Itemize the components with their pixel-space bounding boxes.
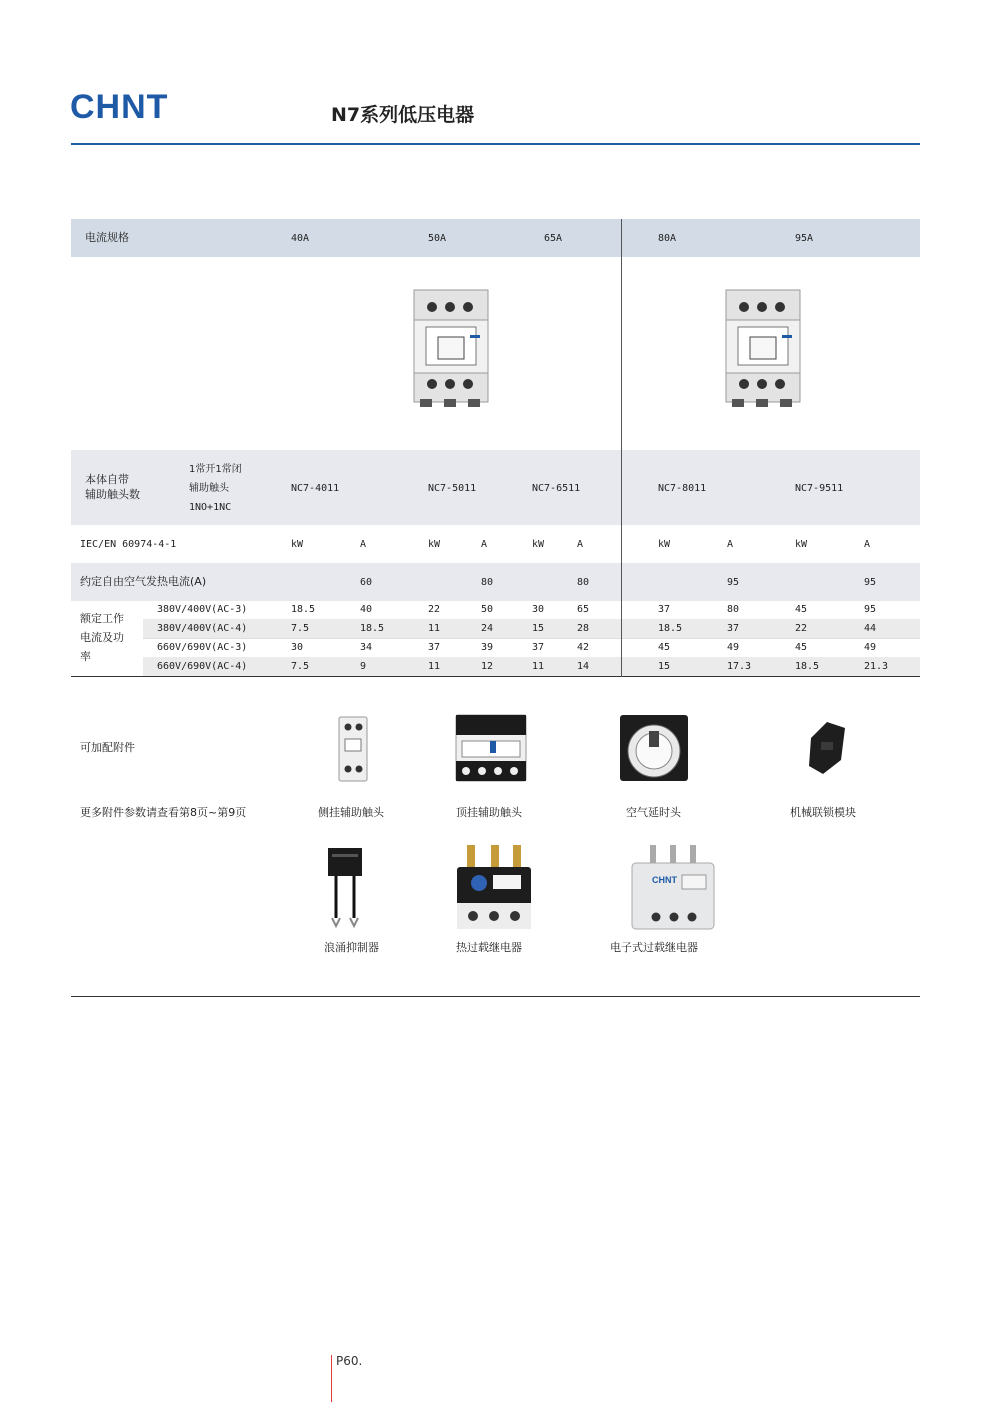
- unit-a: A: [864, 539, 871, 550]
- thermal-value: 95: [727, 577, 740, 588]
- contactor-image-right: [722, 287, 804, 409]
- chnt-logo: CHNT: [70, 88, 169, 126]
- rated-condition: 660V/690V(AC-4): [157, 661, 248, 672]
- row-divider: [143, 638, 920, 639]
- model-nc7-9511: NC7-9511: [795, 483, 844, 494]
- current-40a: 40A: [291, 233, 310, 244]
- unit-kw: kW: [291, 539, 304, 550]
- standard-label: IEC/EN 60974-4-1: [80, 539, 177, 550]
- rated-value-cell: 18.5: [795, 661, 820, 672]
- rated-value-cell: 17.3: [727, 661, 752, 672]
- thermal-value: 80: [481, 577, 494, 588]
- rated-value-cell: 37: [658, 604, 671, 615]
- rated-label-1: 额定工作: [80, 612, 124, 625]
- model-nc7-8011: NC7-8011: [658, 483, 707, 494]
- unit-a: A: [577, 539, 584, 550]
- accessory-caption: 侧挂辅助触头: [318, 806, 384, 819]
- page-title: N7系列低压电器: [331, 104, 475, 126]
- rated-value-cell: 21.3: [864, 661, 889, 672]
- rated-value-cell: 34: [360, 642, 373, 653]
- rated-value-cell: 44: [864, 623, 877, 634]
- rated-value-cell: 30: [291, 642, 304, 653]
- rated-value-cell: 37: [532, 642, 545, 653]
- thermal-current-label: 约定自由空气发热电流(A): [80, 575, 207, 588]
- thermal-overload-relay-image: [453, 843, 535, 933]
- rated-value-cell: 15: [658, 661, 671, 672]
- thermal-value: 80: [577, 577, 590, 588]
- top-aux-contact-image: [452, 711, 530, 785]
- rated-value-cell: 14: [577, 661, 590, 672]
- accessories-more-info: 更多附件参数请查看第8页~第9页: [80, 806, 247, 819]
- rated-value-cell: 42: [577, 642, 590, 653]
- accessory-caption: 热过载继电器: [456, 941, 522, 954]
- electronic-overload-relay-image: [628, 843, 718, 933]
- current-65a: 65A: [544, 233, 563, 244]
- rated-value-cell: 24: [481, 623, 494, 634]
- unit-kw: kW: [658, 539, 671, 550]
- rated-value-cell: 18.5: [658, 623, 683, 634]
- rated-condition: 660V/690V(AC-3): [157, 642, 248, 653]
- rated-value-cell: 11: [532, 661, 545, 672]
- pneumatic-timer-image: [616, 711, 692, 785]
- rated-value-cell: 80: [727, 604, 740, 615]
- rated-value-cell: 37: [727, 623, 740, 634]
- unit-a: A: [727, 539, 734, 550]
- rated-value-cell: 45: [795, 642, 808, 653]
- rated-value-cell: 49: [727, 642, 740, 653]
- rated-label-3: 率: [80, 650, 91, 663]
- unit-kw: kW: [795, 539, 808, 550]
- rated-value-cell: 15: [532, 623, 545, 634]
- rated-value-cell: 45: [795, 604, 808, 615]
- rated-value-cell: 9: [360, 661, 367, 672]
- page-number: P60.: [336, 1354, 363, 1368]
- product-logo-text: CHNT: [652, 875, 677, 885]
- accessory-caption: 电子式过载继电器: [610, 941, 698, 954]
- rated-label-2: 电流及功: [80, 631, 124, 644]
- model-nc7-6511: NC7-6511: [532, 483, 581, 494]
- rated-condition: 380V/400V(AC-4): [157, 623, 248, 634]
- surge-suppressor-image: [324, 846, 366, 930]
- rated-value-cell: 95: [864, 604, 877, 615]
- aux-desc-3: 1NO+1NC: [189, 502, 232, 513]
- accessories-label: 可加配附件: [80, 741, 135, 754]
- rated-condition: 380V/400V(AC-3): [157, 604, 248, 615]
- unit-kw: kW: [532, 539, 545, 550]
- rated-value-cell: 50: [481, 604, 494, 615]
- rated-value-cell: 12: [481, 661, 494, 672]
- current-spec-label: 电流规格: [85, 231, 129, 244]
- unit-a: A: [360, 539, 367, 550]
- aux-label-2: 辅助触头数: [85, 488, 140, 501]
- aux-desc-1: 1常开1常闭: [189, 464, 242, 475]
- aux-label-1: 本体自带: [85, 473, 129, 486]
- rated-value-cell: 28: [577, 623, 590, 634]
- rated-value-cell: 45: [658, 642, 671, 653]
- table-header-band: [71, 219, 920, 257]
- rated-value-cell: 11: [428, 661, 441, 672]
- rated-value-cell: 37: [428, 642, 441, 653]
- table-bottom-rule: [71, 676, 920, 677]
- section-bottom-rule: [71, 996, 920, 997]
- rated-value-cell: 18.5: [291, 604, 316, 615]
- contactor-image-left: [410, 287, 492, 409]
- rated-value-cell: 22: [428, 604, 441, 615]
- model-nc7-4011: NC7-4011: [291, 483, 340, 494]
- rated-value-cell: 22: [795, 623, 808, 634]
- unit-kw: kW: [428, 539, 441, 550]
- mechanical-interlock-image: [803, 716, 851, 778]
- accessory-caption: 顶挂辅助触头: [456, 806, 522, 819]
- aux-desc-2: 辅助触头: [189, 483, 229, 494]
- accessory-caption: 空气延时头: [626, 806, 681, 819]
- rated-value-cell: 65: [577, 604, 590, 615]
- rated-value-cell: 7.5: [291, 623, 310, 634]
- rated-value-cell: 49: [864, 642, 877, 653]
- current-80a: 80A: [658, 233, 677, 244]
- rated-value-cell: 7.5: [291, 661, 310, 672]
- rated-value-cell: 30: [532, 604, 545, 615]
- rated-value-cell: 39: [481, 642, 494, 653]
- side-aux-contact-image: [333, 713, 373, 785]
- model-nc7-5011: NC7-5011: [428, 483, 477, 494]
- thermal-value: 95: [864, 577, 877, 588]
- thermal-value: 60: [360, 577, 373, 588]
- table-column-divider: [621, 219, 622, 677]
- rated-value-cell: 18.5: [360, 623, 385, 634]
- rated-value-cell: 40: [360, 604, 373, 615]
- page-number-marker: [331, 1355, 332, 1402]
- unit-a: A: [481, 539, 488, 550]
- header-divider: [71, 143, 920, 145]
- accessory-caption: 浪涌抑制器: [324, 941, 379, 954]
- current-50a: 50A: [428, 233, 447, 244]
- accessory-caption: 机械联锁模块: [790, 806, 856, 819]
- current-95a: 95A: [795, 233, 814, 244]
- rated-value-cell: 11: [428, 623, 441, 634]
